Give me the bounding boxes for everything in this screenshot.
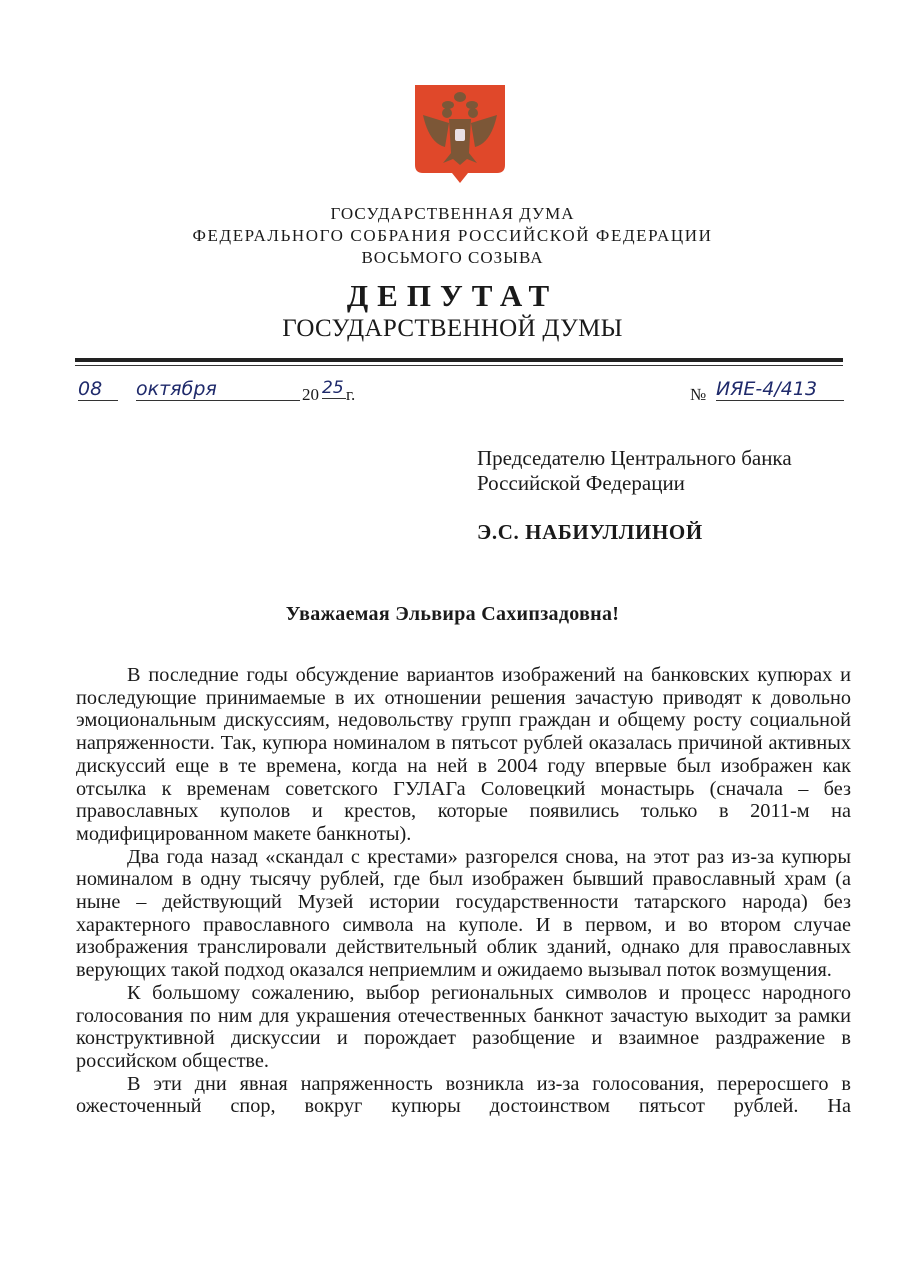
coat-of-arms-emblem-icon — [413, 83, 507, 186]
addressee-name: Э.С. НАБИУЛЛИНОЙ — [477, 520, 703, 544]
date-year-suffix: 25 — [322, 378, 346, 399]
paragraph: В последние годы обсуждение вариантов изображений на банковских купюрах и последующие принимаемые в их отношении решения зачастую приводят к довольно эмоциональным дискуссиям, недовольству групп граждан и общему росту социальной напряженности. Так, купюра номиналом в пятьсот рублей оказалась причиной активных дискуссий еще в те времена, когда на ней в 2004 году впервые был изображен как отсылка к временам советского ГУЛАГа Соловецкий монастырь (сначала – без православных куполов и крестов, которые появились только в 2011-м на модифицированном макете банкноты). — [76, 664, 851, 845]
header-divider-thick — [75, 358, 843, 362]
header-line-2: ФЕДЕРАЛЬНОГО СОБРАНИЯ РОССИЙСКОЙ ФЕДЕРАЦИИ — [192, 226, 713, 245]
header-divider-thin — [75, 365, 843, 366]
deputy-subtitle: ГОСУДАРСТВЕННОЙ ДУМЫ — [282, 315, 623, 342]
header-line-1: ГОСУДАРСТВЕННАЯ ДУМА — [330, 204, 575, 223]
header-line-3: ВОСЬМОГО СОЗЫВА — [361, 248, 544, 267]
deputy-title: ДЕПУТАТ — [346, 278, 559, 313]
date-year-label: г. — [346, 385, 356, 404]
paragraph: К большому сожалению, выбор региональных символов и процесс народного голосования по ним для украшения отечественных банкнот зачастую выходит за рамки конструктивной дискуссии и порождает разобщение и взаимное раздражение в российском обществе. — [76, 981, 851, 1072]
letter-body — [76, 664, 851, 1118]
outgoing-number: ИЯЕ-4/413 — [716, 378, 844, 401]
addressee-block — [477, 446, 792, 496]
addressee-position: Председателю Центрального банка — [477, 446, 792, 470]
number-sign: № — [690, 385, 707, 404]
emblem-center-shield — [455, 129, 465, 141]
date-month: октября — [136, 378, 300, 401]
addressee-organization: Российской Федерации — [477, 471, 685, 495]
paragraph: В эти дни явная напряженность возникла из-за голосования, переросшего в ожесточенный спор, вокруг купюры достоинством пятьсот рублей. На — [76, 1072, 851, 1118]
paragraph: Два года назад «скандал с крестами» разгорелся снова, на этот раз из-за купюры номиналом в одну тысячу рублей, где был изображен бывший православный храм (а ныне – действующий Музей истории государственности татарского народа) без характерного православного символа на куполе. И в первом, и во втором случае изображения транслировали действительный облик зданий, однако для православных верующих такой подход оказался неприемлим и ожидаемо вызывал поток возмущения. — [76, 845, 851, 982]
date-year-prefix: 20 — [302, 385, 319, 404]
date-day: 08 — [78, 378, 118, 401]
salutation: Уважаемая Эльвира Сахипзадовна! — [285, 603, 620, 625]
